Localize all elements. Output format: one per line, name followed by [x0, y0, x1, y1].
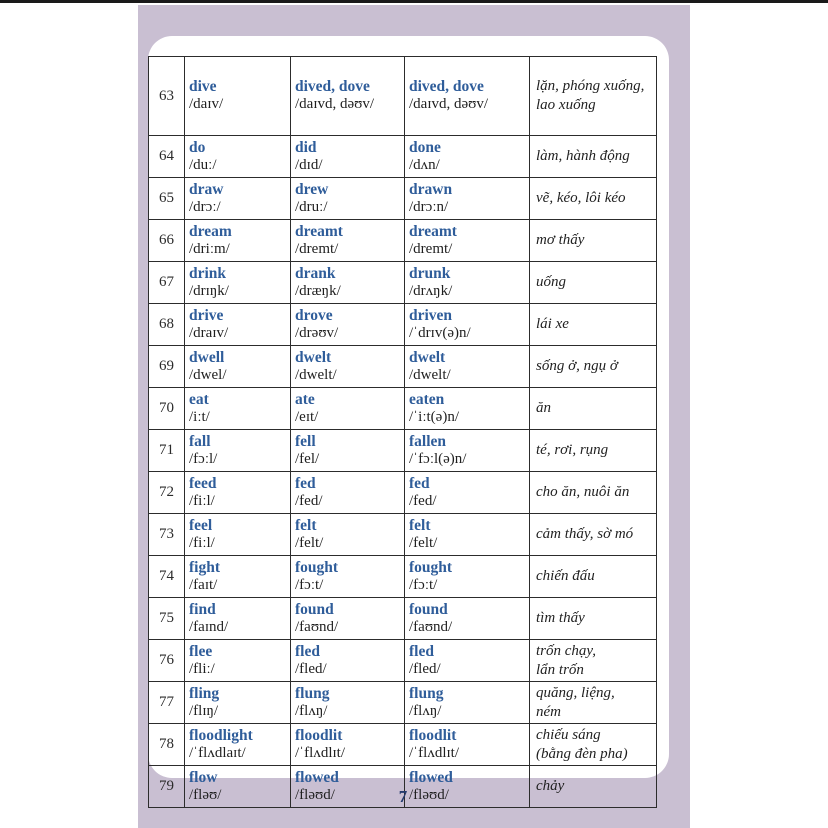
infinitive-pronunciation: /drɔː/: [189, 198, 221, 215]
past-simple-pronunciation: /faʊnd/: [295, 618, 339, 635]
row-number: 68: [149, 304, 185, 346]
meaning-line-1: làm, hành động: [536, 148, 630, 164]
meaning-line-1: cảm thấy, sờ mó: [536, 526, 634, 542]
past-participle-pronunciation: /fɔːt/: [409, 576, 438, 593]
table-row: [149, 598, 657, 640]
past-simple-pronunciation: /daɪvd, dəʊv/: [295, 96, 375, 112]
table-row: [149, 346, 657, 388]
past-simple-word: drove: [295, 306, 333, 324]
past-simple-word: fed: [295, 474, 316, 492]
past-participle-cell: [405, 388, 530, 430]
past-simple-cell: [291, 304, 405, 346]
past-simple-cell: [291, 262, 405, 304]
meaning-line-2: (bằng đèn pha): [536, 745, 628, 762]
infinitive-cell: [185, 346, 291, 388]
past-simple-word: dreamt: [295, 222, 343, 240]
past-participle-pronunciation: /fled/: [409, 660, 441, 677]
row-number: 64: [149, 136, 185, 178]
past-simple-pronunciation: /fed/: [295, 492, 323, 509]
past-participle-cell: [405, 766, 530, 808]
past-participle-word: dived, dove: [409, 78, 484, 95]
past-simple-word: flung: [295, 684, 330, 702]
infinitive-cell: [185, 640, 291, 682]
meaning-cell: [530, 556, 657, 598]
infinitive-cell: [185, 724, 291, 766]
past-participle-word: drawn: [409, 180, 453, 198]
infinitive-word: flow: [189, 768, 218, 786]
past-participle-word: dreamt: [409, 222, 457, 240]
table-row: [149, 724, 657, 766]
past-participle-word: flowed: [409, 768, 453, 786]
past-participle-pronunciation: /ˈdrɪv(ə)n/: [409, 324, 471, 341]
past-simple-pronunciation: /fled/: [295, 660, 327, 677]
meaning-line-1: cho ăn, nuôi ăn: [536, 484, 630, 500]
past-simple-word: ate: [295, 390, 315, 408]
past-simple-word: fought: [295, 558, 339, 576]
past-participle-cell: [405, 178, 530, 220]
meaning-line-1: chiếu sáng: [536, 726, 601, 743]
meaning-line-2: lao xuống: [536, 97, 596, 113]
past-simple-cell: [291, 178, 405, 220]
past-simple-pronunciation: /dwelt/: [295, 366, 337, 383]
row-number: 75: [149, 598, 185, 640]
table-row: [149, 262, 657, 304]
infinitive-pronunciation: /fliː/: [189, 660, 215, 677]
past-participle-word: found: [409, 600, 448, 618]
past-participle-pronunciation: /felt/: [409, 534, 438, 551]
past-simple-pronunciation: /fel/: [295, 450, 320, 467]
infinitive-cell: [185, 598, 291, 640]
past-simple-pronunciation: /flʌŋ/: [295, 702, 328, 719]
infinitive-cell: [185, 262, 291, 304]
infinitive-word: find: [189, 600, 216, 618]
infinitive-word: dream: [189, 222, 232, 240]
infinitive-pronunciation: /daɪv/: [189, 96, 224, 112]
past-simple-pronunciation: /felt/: [295, 534, 324, 551]
row-number: 79: [149, 766, 185, 808]
infinitive-word: dwell: [189, 348, 225, 366]
meaning-cell: [530, 430, 657, 472]
past-participle-word: felt: [409, 516, 431, 534]
row-number: 74: [149, 556, 185, 598]
past-simple-cell: [291, 220, 405, 262]
meaning-line-1: chảy: [536, 778, 565, 794]
table-row: [149, 472, 657, 514]
past-simple-cell: [291, 598, 405, 640]
past-participle-pronunciation: /dremt/: [409, 240, 453, 257]
past-participle-cell: [405, 556, 530, 598]
infinitive-word: drive: [189, 306, 224, 324]
verb-table-body: [149, 57, 657, 808]
screen-top-border: [0, 0, 828, 3]
meaning-cell: [530, 57, 657, 136]
meaning-cell: [530, 640, 657, 682]
past-participle-word: fallen: [409, 432, 447, 450]
past-participle-pronunciation: /drɔːn/: [409, 198, 449, 215]
meaning-line-1: té, rơi, rụng: [536, 442, 609, 458]
past-participle-cell: [405, 220, 530, 262]
table-row: [149, 640, 657, 682]
past-participle-pronunciation: /dʌn/: [409, 156, 440, 173]
meaning-line-1: uống: [536, 274, 566, 290]
past-simple-word: drew: [295, 180, 329, 198]
past-participle-cell: [405, 430, 530, 472]
infinitive-pronunciation: /dwel/: [189, 366, 227, 383]
row-number: 71: [149, 430, 185, 472]
meaning-cell: [530, 220, 657, 262]
infinitive-cell: [185, 472, 291, 514]
past-participle-pronunciation: /fləʊd/: [409, 786, 449, 803]
past-simple-pronunciation: /fɔːt/: [295, 576, 324, 593]
past-simple-cell: [291, 136, 405, 178]
meaning-cell: [530, 136, 657, 178]
past-participle-word: eaten: [409, 390, 445, 408]
past-simple-word: fell: [295, 432, 316, 450]
table-row: [149, 304, 657, 346]
past-participle-cell: [405, 136, 530, 178]
infinitive-word: eat: [189, 390, 209, 408]
infinitive-word: do: [189, 138, 206, 156]
past-simple-pronunciation: /fləʊd/: [295, 786, 335, 803]
past-simple-cell: [291, 682, 405, 724]
table-row: [149, 514, 657, 556]
row-number: 67: [149, 262, 185, 304]
infinitive-word: fight: [189, 558, 220, 576]
past-simple-word: felt: [295, 516, 317, 534]
infinitive-pronunciation: /duː/: [189, 156, 217, 173]
past-simple-cell: [291, 57, 405, 136]
infinitive-word: drink: [189, 264, 227, 282]
row-number: 69: [149, 346, 185, 388]
infinitive-cell: [185, 388, 291, 430]
table-row: [149, 178, 657, 220]
past-participle-cell: [405, 724, 530, 766]
infinitive-pronunciation: /faɪt/: [189, 576, 218, 593]
table-row: [149, 556, 657, 598]
infinitive-cell: [185, 178, 291, 220]
past-simple-pronunciation: /druː/: [295, 198, 328, 215]
page-number: 7: [398, 787, 408, 806]
meaning-line-1: vẽ, kéo, lôi kéo: [536, 190, 626, 206]
meaning-cell: [530, 682, 657, 724]
infinitive-word: draw: [189, 180, 224, 198]
past-participle-pronunciation: /ˈflʌdlɪt/: [409, 744, 459, 761]
past-simple-cell: [291, 640, 405, 682]
infinitive-pronunciation: /faɪnd/: [189, 618, 229, 635]
past-participle-pronunciation: /daɪvd, dəʊv/: [409, 96, 489, 112]
infinitive-cell: [185, 514, 291, 556]
past-participle-pronunciation: /ˈfɔːl(ə)n/: [409, 450, 467, 467]
row-number: 72: [149, 472, 185, 514]
meaning-line-1: trốn chạy,: [536, 642, 596, 659]
meaning-line-1: lặn, phóng xuống,: [536, 78, 645, 94]
meaning-line-1: mơ thấy: [536, 232, 585, 248]
meaning-line-2: ném: [536, 703, 561, 720]
past-participle-word: flung: [409, 684, 444, 702]
infinitive-word: feel: [189, 516, 213, 534]
meaning-line-1: tìm thấy: [536, 610, 585, 626]
infinitive-cell: [185, 136, 291, 178]
past-participle-word: drunk: [409, 264, 451, 282]
meaning-line-1: quăng, liệng,: [536, 684, 615, 701]
infinitive-word: feed: [189, 474, 217, 492]
row-number: 66: [149, 220, 185, 262]
infinitive-cell: [185, 682, 291, 724]
past-simple-pronunciation: /dɪd/: [295, 156, 323, 173]
meaning-line-1: sống ở, ngụ ở: [536, 358, 618, 374]
meaning-cell: [530, 472, 657, 514]
past-simple-word: found: [295, 600, 334, 618]
infinitive-cell: [185, 304, 291, 346]
meaning-cell: [530, 724, 657, 766]
past-simple-cell: [291, 388, 405, 430]
past-simple-cell: [291, 430, 405, 472]
table-row: [149, 220, 657, 262]
infinitive-word: fall: [189, 432, 211, 450]
table-row: [149, 430, 657, 472]
infinitive-pronunciation: /ˈflʌdlaɪt/: [189, 744, 246, 761]
meaning-cell: [530, 304, 657, 346]
meaning-cell: [530, 388, 657, 430]
past-participle-cell: [405, 57, 530, 136]
past-simple-cell: [291, 472, 405, 514]
infinitive-cell: [185, 57, 291, 136]
infinitive-pronunciation: /driːm/: [189, 240, 230, 257]
past-participle-pronunciation: /drʌŋk/: [409, 282, 453, 299]
table-row: [149, 682, 657, 724]
past-participle-cell: [405, 598, 530, 640]
infinitive-pronunciation: /fɔːl/: [189, 450, 218, 467]
past-simple-cell: [291, 556, 405, 598]
past-simple-word: dwelt: [295, 348, 332, 366]
past-participle-pronunciation: /ˈiːt(ə)n/: [409, 408, 459, 425]
past-simple-word: flowed: [295, 768, 339, 786]
infinitive-pronunciation: /draɪv/: [189, 324, 229, 341]
infinitive-word: flee: [189, 642, 213, 660]
infinitive-cell: [185, 220, 291, 262]
past-participle-cell: [405, 262, 530, 304]
past-participle-word: fought: [409, 558, 453, 576]
meaning-line-2: lẩn trốn: [536, 661, 584, 678]
infinitive-pronunciation: /fləʊ/: [189, 786, 222, 803]
past-participle-word: driven: [409, 306, 453, 324]
row-number: 78: [149, 724, 185, 766]
past-participle-pronunciation: /faʊnd/: [409, 618, 453, 635]
past-participle-word: fled: [409, 642, 434, 660]
past-participle-word: fed: [409, 474, 430, 492]
meaning-line-1: ăn: [536, 400, 551, 416]
past-participle-pronunciation: /fed/: [409, 492, 437, 509]
row-number: 77: [149, 682, 185, 724]
infinitive-pronunciation: /flɪŋ/: [189, 702, 219, 719]
past-simple-cell: [291, 514, 405, 556]
meaning-cell: [530, 598, 657, 640]
past-simple-cell: [291, 346, 405, 388]
meaning-cell: [530, 346, 657, 388]
past-participle-pronunciation: /dwelt/: [409, 366, 451, 383]
past-simple-word: did: [295, 138, 317, 156]
infinitive-pronunciation: /iːt/: [189, 408, 210, 425]
infinitive-word: fling: [189, 684, 220, 702]
past-simple-pronunciation: /dremt/: [295, 240, 339, 257]
meaning-cell: [530, 766, 657, 808]
meaning-cell: [530, 262, 657, 304]
row-number: 73: [149, 514, 185, 556]
infinitive-pronunciation: /drɪŋk/: [189, 282, 229, 299]
past-participle-cell: [405, 640, 530, 682]
past-simple-word: dived, dove: [295, 78, 370, 95]
past-simple-word: floodlit: [295, 726, 343, 744]
past-participle-cell: [405, 472, 530, 514]
infinitive-cell: [185, 556, 291, 598]
meaning-line-1: lái xe: [536, 316, 569, 332]
past-participle-word: dwelt: [409, 348, 446, 366]
infinitive-cell: [185, 430, 291, 472]
row-number: 70: [149, 388, 185, 430]
infinitive-word: dive: [189, 78, 217, 95]
past-simple-cell: [291, 724, 405, 766]
meaning-line-1: chiến đấu: [536, 568, 595, 584]
past-simple-pronunciation: /dræŋk/: [295, 282, 341, 299]
past-participle-cell: [405, 346, 530, 388]
past-participle-cell: [405, 682, 530, 724]
table-row: [149, 57, 657, 136]
past-simple-pronunciation: /drəʊv/: [295, 324, 339, 341]
table-row: [149, 388, 657, 430]
meaning-cell: [530, 514, 657, 556]
past-simple-pronunciation: /ˈflʌdlɪt/: [295, 744, 345, 761]
row-number: 76: [149, 640, 185, 682]
past-simple-pronunciation: /eɪt/: [295, 408, 319, 425]
past-participle-cell: [405, 304, 530, 346]
infinitive-pronunciation: /fiːl/: [189, 492, 215, 509]
past-simple-word: fled: [295, 642, 320, 660]
row-number: 65: [149, 178, 185, 220]
row-number: 63: [149, 57, 185, 136]
table-row: [149, 136, 657, 178]
irregular-verbs-table: [148, 56, 657, 808]
past-participle-pronunciation: /flʌŋ/: [409, 702, 442, 719]
infinitive-pronunciation: /fiːl/: [189, 534, 215, 551]
past-participle-word: done: [409, 138, 441, 156]
past-simple-word: drank: [295, 264, 336, 282]
past-participle-cell: [405, 514, 530, 556]
past-participle-word: floodlit: [409, 726, 457, 744]
infinitive-word: floodlight: [189, 726, 253, 744]
meaning-cell: [530, 178, 657, 220]
infinitive-cell: [185, 766, 291, 808]
